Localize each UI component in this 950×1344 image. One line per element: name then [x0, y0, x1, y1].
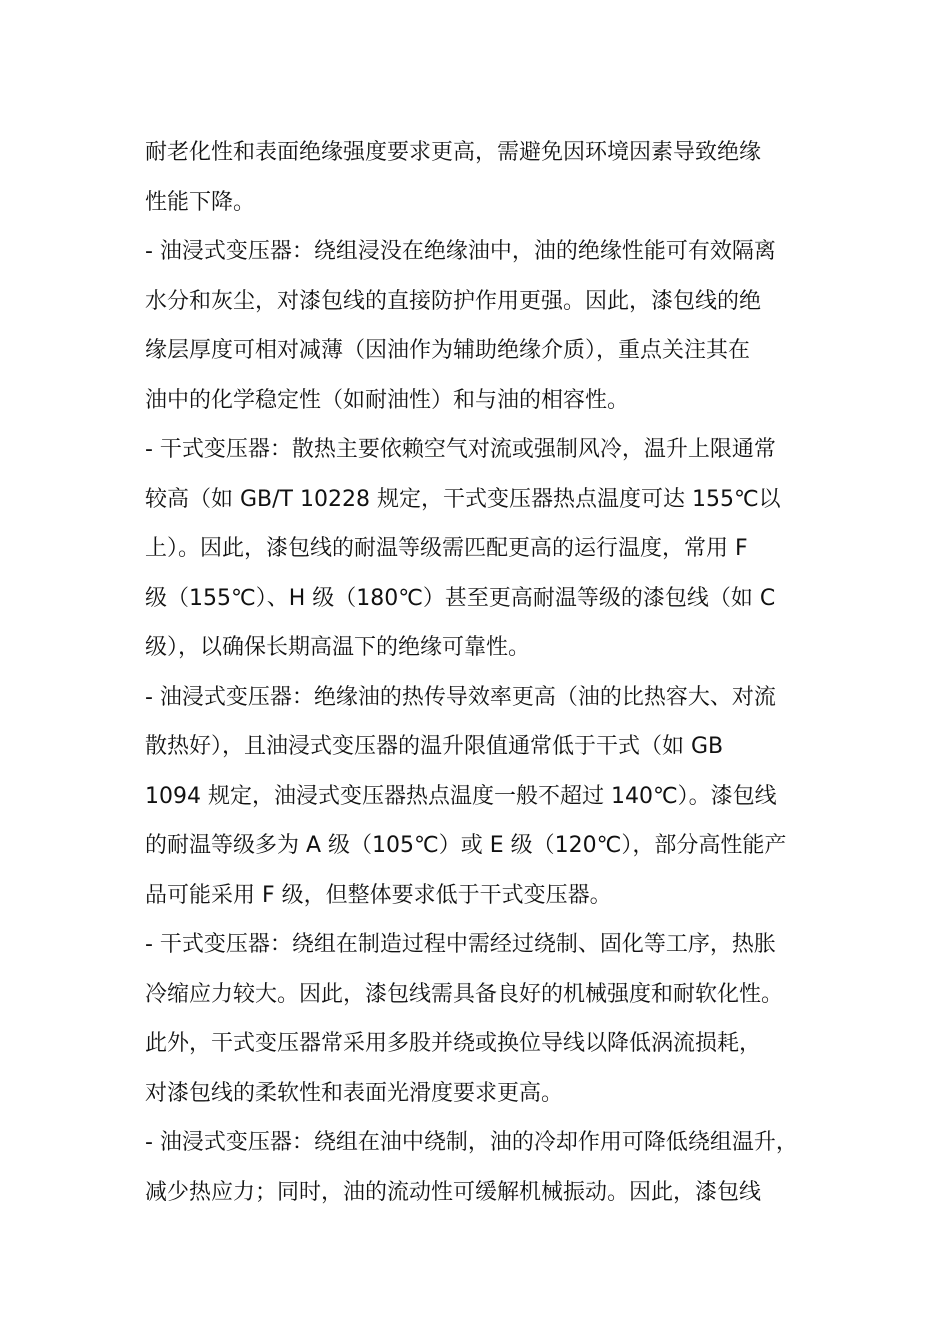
text-line: - 油浸式变压器：绝缘油的热传导效率更高（油的比热容大、对流 — [145, 684, 776, 710]
text-line: - 油浸式变压器：绕组在油中绕制，油的冷却作用可降低绕组温升， — [145, 1130, 798, 1155]
text-line: 减少热应力；同时，油的流动性可缓解机械振动。因此，漆包线 — [145, 1179, 762, 1205]
text-line: 散热好），且油浸式变压器的温升限值通常低于干式（如 GB — [145, 734, 724, 759]
text-line: - 干式变压器：绕组在制造过程中需经过绕制、固化等工序，热胀 — [145, 932, 776, 957]
text-line: 油中的化学稳定性（如耐油性）和与油的相容性。 — [145, 387, 630, 413]
text-line: 耐老化性和表面绝缘强度要求更高，需避免因环境因素导致绝缘 — [145, 140, 762, 165]
text-line: 性能下降。 — [145, 189, 256, 215]
text-line: - 干式变压器：散热主要依赖空气对流或强制风冷，温升上限通常 — [145, 437, 776, 462]
text-line: 缘层厚度可相对减薄（因油作为辅助绝缘介质），重点关注其在 — [145, 338, 751, 363]
text-line: 较高（如 GB/T 10228 规定，干式变压器热点温度可达 155℃以 — [145, 486, 781, 512]
text-line: 此外，干式变压器常采用多股并绕或换位导线以降低涡流损耗， — [145, 1031, 762, 1056]
text-line: 级），以确保长期高温下的绝缘可靠性。 — [145, 635, 531, 660]
body-text — [145, 128, 815, 1217]
text-line: 对漆包线的柔软性和表面光滑度要求更高。 — [145, 1080, 564, 1106]
text-line: - 油浸式变压器：绕组浸没在绝缘油中，油的绝缘性能可有效隔离 — [145, 239, 776, 264]
text-line: 上）。因此，漆包线的耐温等级需匹配更高的运行温度，常用 F — [145, 536, 748, 561]
text-line: 的耐温等级多为 A 级（105℃）或 E 级（120℃），部分高性能产 — [145, 833, 787, 858]
text-line: 水分和灰尘，对漆包线的直接防护作用更强。因此，漆包线的绝 — [145, 288, 762, 314]
text-line: 1094 规定，油浸式变压器热点温度一般不超过 140℃）。漆包线 — [145, 783, 777, 809]
text-line: 级（155℃）、H 级（180℃）甚至更高耐温等级的漆包线（如 C — [145, 585, 776, 611]
text-line: 冷缩应力较大。因此，漆包线需具备良好的机械强度和耐软化性。 — [145, 981, 784, 1007]
text-line: 品可能采用 F 级，但整体要求低于干式变压器。 — [145, 882, 612, 908]
